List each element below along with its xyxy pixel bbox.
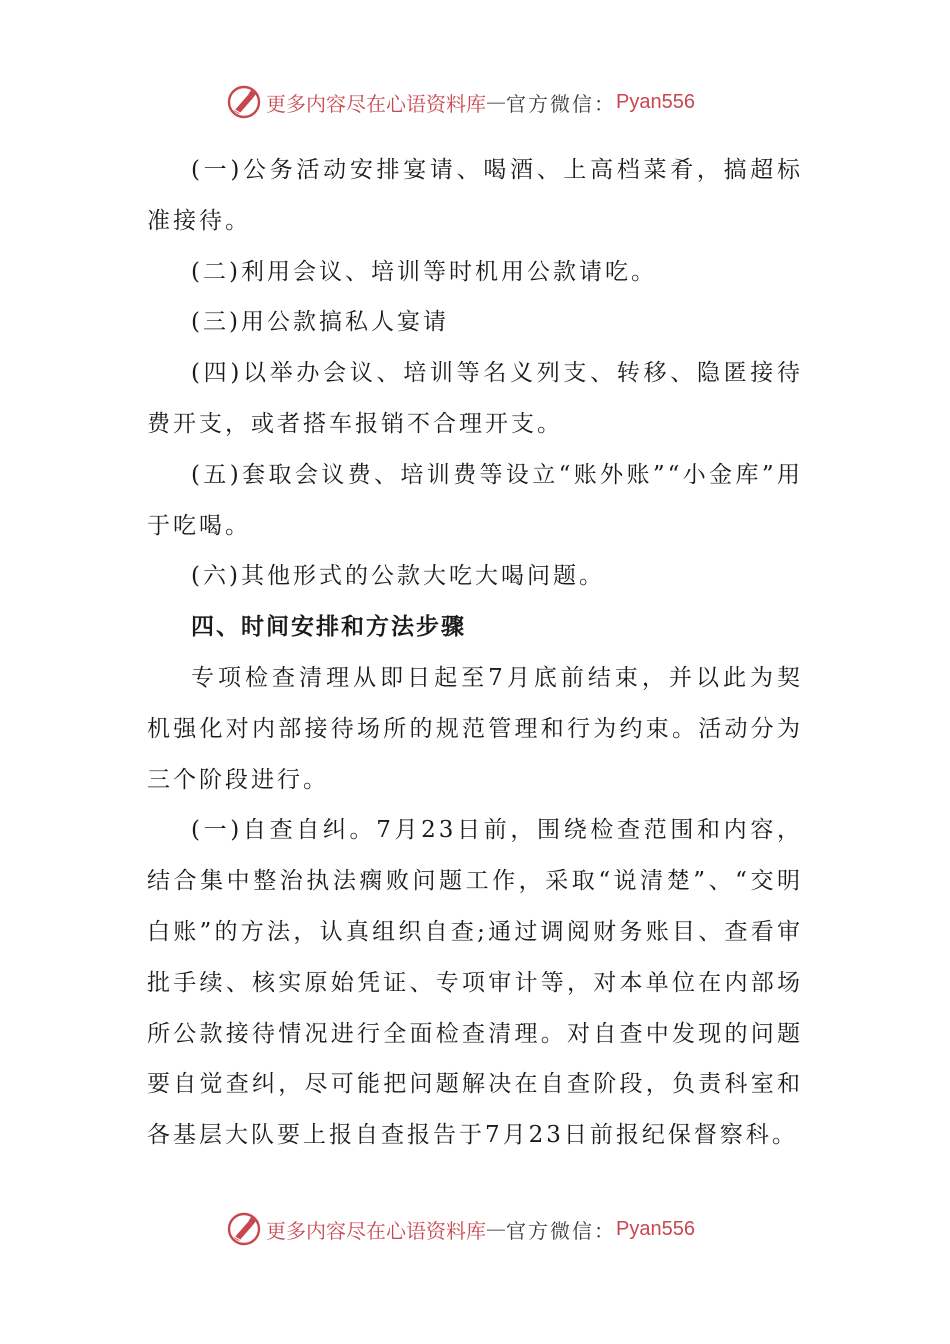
- banner-dash: —: [486, 90, 506, 114]
- list-item-4: (四)以举办会议、培训等名义列支、转移、隐匿接待费开支，或者搭车报销不合理开支。: [147, 360, 803, 437]
- banner-wechat-label: 官方微信：: [506, 1218, 616, 1243]
- banner-wechat-id: Pyan556: [616, 90, 695, 113]
- pen-nib-logo-icon: [226, 84, 262, 120]
- section-intro-paragraph: 专项检查清理从即日起至7月底前结束，并以此为契机强化对内部接待场所的规范管理和行为约束。活动分为三个阶段进行。: [147, 664, 803, 793]
- list-item-5: (五)套取会议费、培训费等设立“账外账”“小金库”用于吃喝。: [147, 461, 803, 539]
- document-body: [147, 145, 803, 1161]
- list-item-2: (二)利用会议、培训等时机用公款请吃。: [191, 258, 657, 285]
- list-item-3: (三)用公款搞私人宴请: [191, 309, 449, 336]
- list-item-1: (一)公务活动安排宴请、喝酒、上高档菜肴，搞超标准接待。: [147, 157, 803, 234]
- footer-banner: [226, 1209, 695, 1249]
- section-heading: 四、时间安排和方法步骤: [191, 614, 466, 641]
- self-check-paragraph: (一)自查自纠。7月23日前，围绕检查范围和内容，结合集中整治执法瘸败问题工作，采取“说清楚”、“交明白账”的方法，认真组织自查;通过调阅财务账目、查看审批手续、核实原始凭证、专项审计等，对本单位在内部场所公款接待情况进行全面检查清理。对自查中发现的问题要自觉查纠，尽可能把问题解决在自查阶段，负责科室和各基层大队要上报自查报告于7月23日前报纪保督察科。: [147, 817, 803, 1149]
- pen-nib-logo-icon: [226, 1211, 262, 1247]
- banner-main-text: 更多内容尽在心语资料库: [266, 1218, 486, 1243]
- banner-wechat-id: Pyan556: [616, 1217, 695, 1240]
- banner-dash: —: [486, 1217, 506, 1241]
- header-banner: [226, 82, 695, 122]
- banner-main-text: 更多内容尽在心语资料库: [266, 91, 486, 116]
- list-item-6: (六)其他形式的公款大吃大喝问题。: [191, 563, 605, 590]
- banner-wechat-label: 官方微信：: [506, 91, 616, 116]
